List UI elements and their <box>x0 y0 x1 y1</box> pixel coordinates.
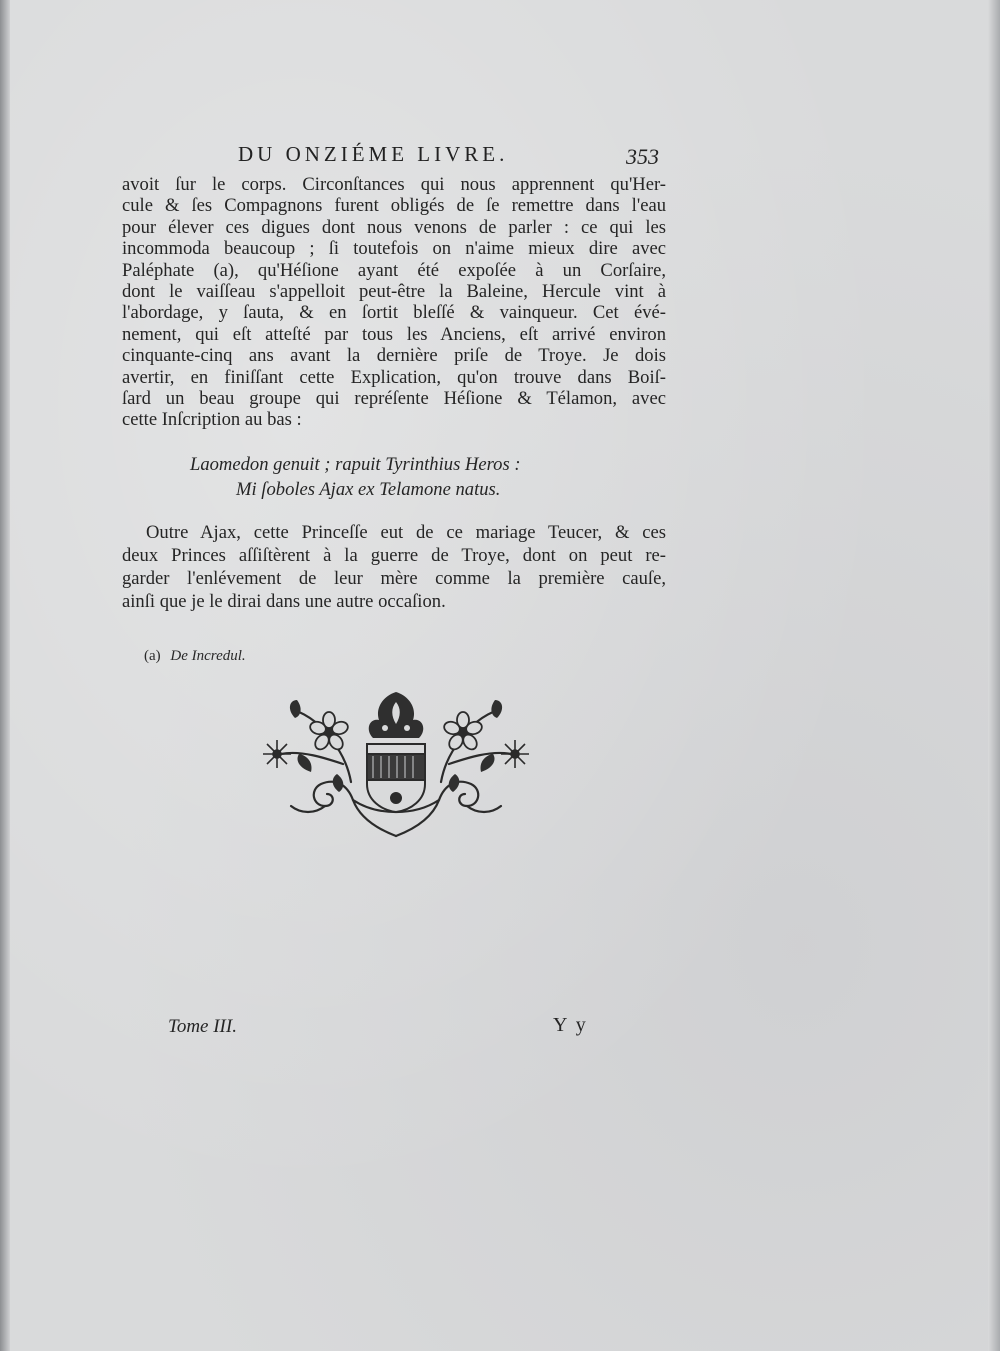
page-edge <box>988 0 1000 1351</box>
latin-inscription <box>122 452 666 502</box>
text-line: cinquante-cinq ans avant la dernière priſe de Troye. Je dois <box>122 345 666 367</box>
text-line: ſard un beau groupe qui repréſente Héſione & Télamon, avec <box>122 388 666 410</box>
text-line: avertir, en finiſſant cette Explication, qu'on trouve dans Boiſ- <box>122 366 666 388</box>
floral-vignette-icon <box>255 688 537 838</box>
text-line: pour élever ces digues dont nous venons de parler : ce qui les <box>122 216 666 238</box>
footnote <box>144 648 246 665</box>
paragraph-1 <box>122 174 666 431</box>
footnote-text: De Incredul. <box>170 648 246 664</box>
text-line: Outre Ajax, cette Princeſſe eut de ce mariage Teucer, & ces <box>146 522 666 543</box>
text-line: nement, qui eſt atteſté par tous les Anciens, eſt arrivé environ <box>122 323 666 345</box>
text-line: avoit ſur le corps. Circonſtances qui nous apprennent qu'Her- <box>122 174 666 195</box>
text-line: deux Princes aſſiſtèrent à la guerre de Troye, dont on peut re- <box>122 545 666 566</box>
text-line: garder l'enlévement de leur mère comme la première cauſe, <box>122 568 666 589</box>
text-line: ainſi que je le dirai dans une autre occaſion. <box>122 591 446 612</box>
inscription-line: Mi ſoboles Ajax ex Telamone natus. <box>236 479 501 500</box>
text-line: cule & ſes Compagnons furent obligés de ſe remettre dans l'eau <box>122 195 666 217</box>
page-header <box>238 142 688 174</box>
signature-mark: Y y <box>553 1014 588 1036</box>
page-gutter-shadow <box>0 0 10 1351</box>
paragraph-2 <box>122 521 666 613</box>
text-line: incommoda beaucoup ; ſi toutefois on n'aime mieux dire avec <box>122 238 666 260</box>
text-line: l'abordage, y ſauta, & en ſortit bleſſé & vainqueur. Cet évé- <box>122 302 666 324</box>
inscription-line: Laomedon genuit ; rapuit Tyrinthius Heros : <box>190 454 521 475</box>
volume-label: Tome III. <box>168 1016 237 1037</box>
text-line: dont le vaiſſeau s'appelloit peut-être la Baleine, Hercule vint à <box>122 281 666 303</box>
footnote-ref: (a) <box>144 648 161 664</box>
running-title: DU ONZIÉME LIVRE. <box>238 142 509 166</box>
page-number: 353 <box>626 144 659 169</box>
text-line: Paléphate (a), qu'Héſione ayant été expoſée à un Corſaire, <box>122 259 666 281</box>
text-line: cette Inſcription au bas : <box>122 409 302 431</box>
